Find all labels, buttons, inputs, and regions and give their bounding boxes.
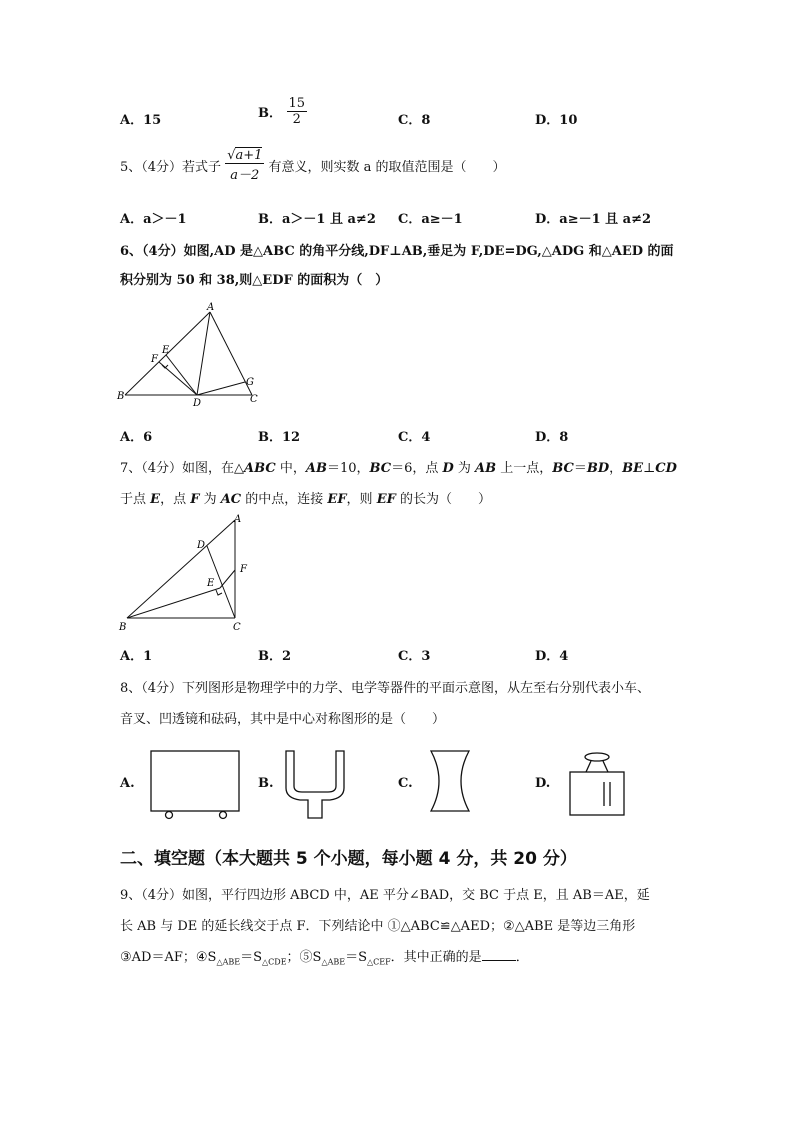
q4-option-d: D．10 bbox=[535, 113, 578, 128]
cart-figure bbox=[145, 748, 245, 820]
q9-text: ． bbox=[515, 950, 529, 965]
cart-wheel-right bbox=[220, 812, 227, 819]
label-b: B bbox=[119, 622, 127, 633]
q9-line3 bbox=[120, 946, 529, 967]
q9-text: ；⑤S bbox=[286, 950, 322, 965]
q5-suffix: 有意义，则实数 a 的取值范围是（ ） bbox=[268, 160, 506, 175]
weight-figure bbox=[562, 748, 632, 820]
q8-option-b: B. bbox=[258, 776, 274, 791]
line-ab bbox=[127, 520, 235, 618]
q7-line1 bbox=[120, 457, 677, 476]
weight-handle-right bbox=[603, 761, 608, 772]
q7-text: ＝10， bbox=[326, 461, 370, 476]
line-ef bbox=[220, 570, 235, 588]
q5-option-c: C．a≥－1 bbox=[398, 212, 463, 227]
label-c: C bbox=[233, 622, 241, 633]
q4-option-a: A．15 bbox=[120, 113, 162, 128]
q4-option-b-fraction bbox=[287, 96, 308, 127]
line-de bbox=[166, 355, 197, 395]
q7-option-c: C．3 bbox=[398, 649, 431, 664]
q7-text: 于点 bbox=[120, 492, 151, 507]
label-e: E bbox=[207, 578, 215, 589]
q7-option-a: A．1 bbox=[120, 649, 153, 664]
q7-math: AB bbox=[475, 461, 497, 476]
weight-body bbox=[570, 772, 624, 815]
question-5 bbox=[120, 148, 506, 183]
concave-lens-outline bbox=[431, 751, 469, 811]
q9-text: ＝S bbox=[240, 950, 262, 965]
sqrt-symbol: √ bbox=[227, 148, 236, 163]
q7-text: 为 bbox=[199, 492, 221, 507]
label-f: F bbox=[151, 354, 158, 365]
q7-math: E bbox=[150, 492, 161, 507]
answer-blank[interactable] bbox=[482, 960, 516, 961]
cart-body bbox=[151, 751, 239, 811]
q6-option-b: B．12 bbox=[258, 430, 301, 445]
label-a: A bbox=[234, 514, 242, 525]
tuning-fork-figure bbox=[280, 748, 350, 820]
weight-knob bbox=[585, 753, 609, 761]
line-df bbox=[159, 362, 197, 395]
q9-line1: 9、（4分）如图，平行四边形 ABCD 中，AE 平分∠BAD，交 BC 于点 E，且 AB＝AE，延 bbox=[120, 888, 650, 903]
label-d: D bbox=[193, 398, 202, 409]
q4-option-b bbox=[258, 96, 307, 127]
label-c: C bbox=[250, 394, 258, 405]
q7-text: 的长为（ ） bbox=[395, 492, 491, 507]
q7-figure bbox=[115, 510, 260, 635]
q9-line2: 长 AB 与 DE 的延长线交于点 F．下列结论中 ①△ABC≌△AED；②△ABE 是等边三角形 bbox=[120, 919, 636, 934]
q7-text: ， bbox=[609, 461, 623, 476]
concave-lens-figure bbox=[425, 748, 475, 814]
q8-line1: 8、（4分）下列图形是物理学中的力学、电学等器件的平面示意图，从左至右分别代表小车、 bbox=[120, 681, 651, 696]
q7-option-d: D．4 bbox=[535, 649, 569, 664]
section-title-fill-in: 二、填空题（本大题共 5 个小题，每小题 4 分，共 20 分） bbox=[120, 849, 577, 869]
line-dg bbox=[197, 382, 245, 395]
label-d: D bbox=[197, 540, 206, 551]
q8-option-c: C. bbox=[398, 776, 413, 791]
q7-math: EF bbox=[376, 492, 396, 507]
q6-line1: 6、（4分）如图,AD 是△ABC 的角平分线,DF⊥AB,垂足为 F,DE=DG,△ADG 和△AED 的面 bbox=[120, 244, 674, 259]
q7-math: BC bbox=[369, 461, 392, 476]
q7-math: F bbox=[190, 492, 200, 507]
right-angle-mark bbox=[162, 365, 168, 368]
q6-option-d: D．8 bbox=[535, 430, 569, 445]
q6-line2: 积分别为 50 和 38,则△EDF 的面积为（ ） bbox=[120, 273, 389, 288]
q7-text: ，则 bbox=[346, 492, 377, 507]
q7-math: AB bbox=[305, 461, 327, 476]
q7-text: ，点 bbox=[160, 492, 191, 507]
q8-option-d: D. bbox=[535, 776, 551, 791]
q5-fraction bbox=[225, 148, 264, 183]
line-ad bbox=[197, 312, 210, 395]
q4-option-b-label: B． bbox=[258, 106, 282, 121]
q4-b-denominator: 2 bbox=[292, 112, 301, 127]
q9-subscript: △CEF bbox=[367, 957, 391, 967]
q6-option-c: C．4 bbox=[398, 430, 431, 445]
q5-option-d: D．a≥－1 且 a≠2 bbox=[535, 212, 652, 227]
label-e: E bbox=[162, 345, 170, 356]
tuning-fork-outline bbox=[286, 751, 344, 818]
q9-text: ．其中正确的是 bbox=[390, 950, 482, 965]
q7-math: CD bbox=[655, 461, 677, 476]
q8-option-a: A. bbox=[120, 776, 135, 791]
q9-text: ＝S bbox=[345, 950, 367, 965]
cart-wheel-left bbox=[166, 812, 173, 819]
q4-option-c: C．8 bbox=[398, 113, 431, 128]
label-g: G bbox=[246, 377, 254, 388]
q9-subscript: △ABE bbox=[216, 957, 241, 967]
q7-text: ⊥ bbox=[643, 461, 656, 476]
q7-math: BD bbox=[586, 461, 610, 476]
q9-text: ③AD＝AF；④S bbox=[120, 950, 217, 965]
q7-text: ＝ bbox=[573, 461, 587, 476]
q9-subscript: △ABE bbox=[321, 957, 346, 967]
q7-math: D bbox=[442, 461, 454, 476]
q7-math: △ABC bbox=[234, 461, 276, 476]
q7-math: BE bbox=[622, 461, 644, 476]
q7-math: EF bbox=[327, 492, 347, 507]
q7-text: 上一点， bbox=[496, 461, 553, 476]
q8-line2: 音叉、凹透镜和砝码，其中是中心对称图形的是（ ） bbox=[120, 712, 446, 727]
weight-handle-left bbox=[586, 761, 591, 772]
q5-option-b: B．a＞－1 且 a≠2 bbox=[258, 212, 376, 227]
q6-option-a: A．6 bbox=[120, 430, 153, 445]
q7-math: BC bbox=[552, 461, 574, 476]
label-a: A bbox=[207, 302, 215, 313]
q7-text: ＝6，点 bbox=[391, 461, 443, 476]
q5-option-a: A．a＞－1 bbox=[120, 212, 187, 227]
label-f: F bbox=[240, 564, 247, 575]
q9-subscript: △CDE bbox=[262, 957, 287, 967]
q7-option-b: B．2 bbox=[258, 649, 292, 664]
q7-math: AC bbox=[220, 492, 242, 507]
q4-b-numerator: 15 bbox=[288, 96, 306, 111]
right-angle-mark bbox=[216, 590, 222, 595]
q7-line2 bbox=[120, 488, 491, 507]
q5-radicand: a+1 bbox=[235, 148, 263, 163]
q5-prefix: 5、（4分）若式子 bbox=[120, 160, 222, 175]
q7-text: 7、（4分）如图，在 bbox=[120, 461, 235, 476]
q7-text: 中， bbox=[275, 461, 306, 476]
q7-text: 的中点，连接 bbox=[241, 492, 328, 507]
q6-figure bbox=[115, 300, 265, 410]
line-be bbox=[127, 588, 220, 618]
q5-denominator: a－2 bbox=[230, 168, 260, 183]
label-b: B bbox=[117, 391, 125, 402]
q5-numerator bbox=[225, 148, 264, 164]
q7-text: 为 bbox=[453, 461, 476, 476]
